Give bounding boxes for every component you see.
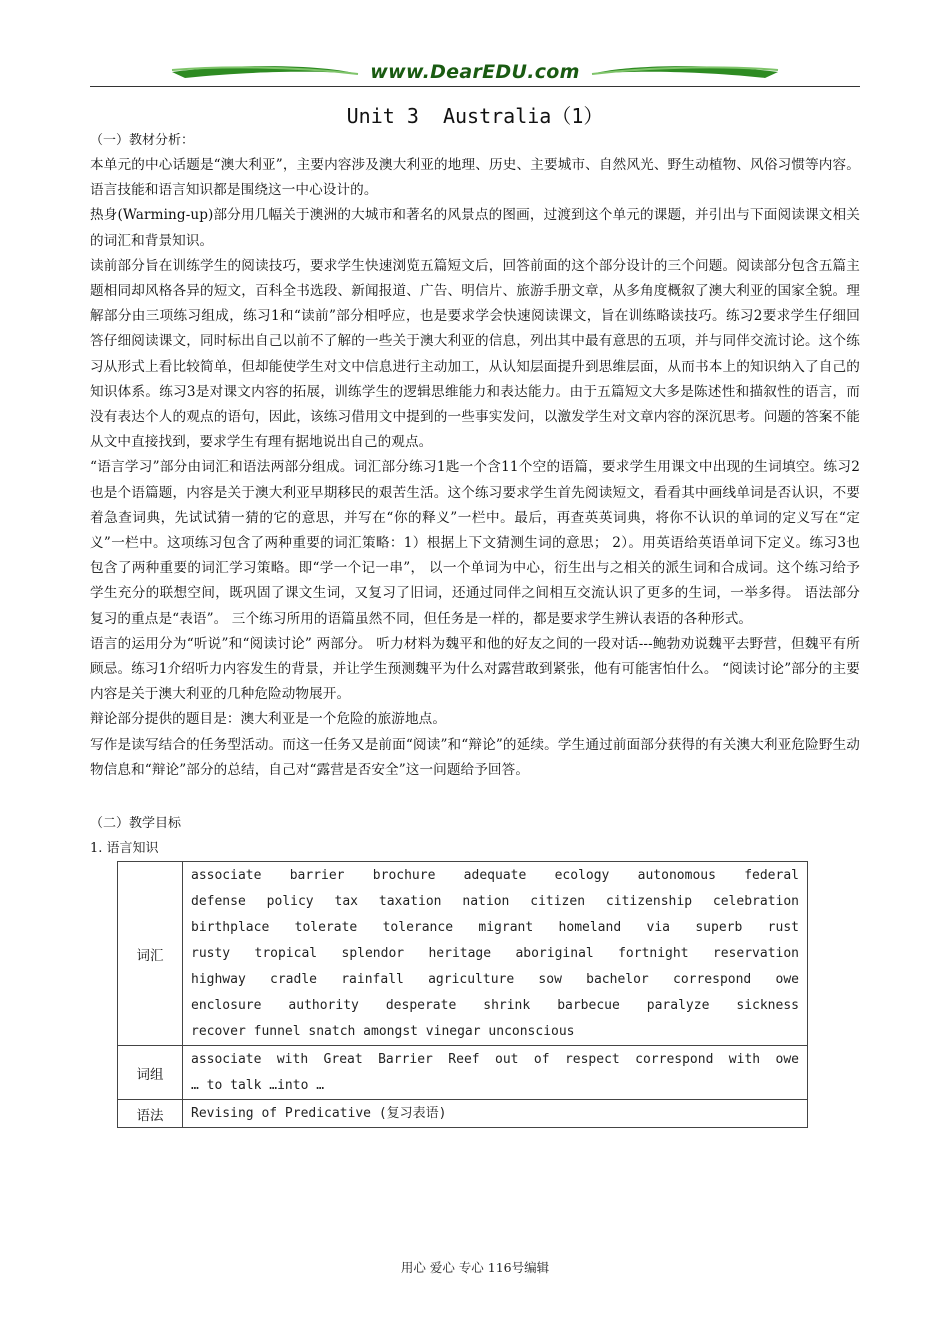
vocab-line: defense policy tax taxation nation citizen citizenship celebration: [191, 894, 799, 910]
vocab-line: recover funnel snatch amongst vinegar unconscious: [191, 1024, 575, 1040]
vocab-line: birthplace tolerate tolerance migrant homeland via superb rust: [191, 920, 799, 936]
phrase-line: associate with Great Barrier Reef out of respect correspond with owe: [191, 1052, 799, 1068]
vocabulary-table: [117, 861, 808, 1128]
document-body: [90, 128, 860, 1128]
grammar-line: Revising of Predicative (复习表语): [191, 1106, 447, 1122]
paragraph: 读前部分旨在训练学生的阅读技巧，要求学生快速浏览五篇短文后，回答前面的这个部分设计的三个问题。阅读部分包含五篇主题相同却风格各异的短文，百科全书选段、新闻报道、广告、明信片、旅游手册文章，从多角度概叙了澳大利亚的国家全貌。理解部分由三项练习组成，练习1和“读前”部分相呼应，也是要求学会快速阅读课文，旨在训练略读技巧。练习2要求学生仔细回答仔细阅读课文，同时标出自己以前不了解的一些关于澳大利亚的信息，列出其中最有意思的五项，并与同伴交流讨论。这个练习从形式上看比较简单，但却能使学生对文中信息进行主动加工，从认知层面提升到思维层面，从而书本上的知识纳入了自己的知识体系。练习3是对课文内容的拓展，训练学生的逻辑思维能力和表达能力。由于五篇短文大多是陈述性和描叙性的语言，而没有表达个人的观点的语句，因此，该练习借用文中提到的一些事实发问，以激发学生对文章内容的深沉思考。问题的答案不能从文中直接找到，要求学生有理有据地说出自己的观点。: [90, 257, 860, 451]
page-footer: 用心 爱心 专心 116号编辑: [400, 1260, 550, 1275]
row-items: [183, 1100, 808, 1128]
table-row: [118, 1046, 808, 1100]
section-heading-analysis: （一）教材分析：: [90, 133, 195, 148]
paragraph: 辩论部分提供的题目是：澳大利亚是一个危险的旅游地点。: [90, 711, 447, 728]
row-items: [183, 1046, 808, 1100]
page-title: Unit 3 Australia（1）: [346, 104, 604, 128]
section-heading-objectives: （二）教学目标: [90, 816, 182, 832]
phrase-line: … to talk …into …: [191, 1078, 325, 1094]
vocab-line: associate barrier brochure adequate ecology autonomous federal: [191, 868, 799, 884]
subheading-language-knowledge: 1. 语言知识: [90, 841, 159, 857]
vocab-line: rusty tropical splendor heritage aboriginal fortnight reservation: [191, 946, 799, 962]
row-items: [183, 862, 808, 1046]
paragraph: 写作是读写结合的任务型活动。而这一任务又是前面“阅读”和“辩论”的延续。学生通过前面部分获得的有关澳大利亚危险野生动物信息和“辩论”部分的总结，自己对“露营是否安全”这一问题给予回答。: [90, 736, 860, 778]
vocab-line: highway cradle rainfall agriculture sow bachelor correspond owe: [191, 972, 799, 988]
row-category: 语法: [118, 1100, 183, 1128]
header-rule: [90, 86, 860, 87]
paragraph: “语言学习”部分由词汇和语法两部分组成。词汇部分练习1匙一个含11个空的语篇，要求学生用课文中出现的生词填空。练习2也是个语篇题，内容是关于澳大利亚早期移民的艰苦生活。这个练习要求学生首先阅读短文，看看其中画线单词是否认识，不要着急查词典，先试试猜一猜的它的意思，并写在“你的释义”一栏中。最后，再查英英词典，将你不认识的单词的定义写在“定义”一栏中。这项练习包含了两种重要的词汇策略：1）根据上下文猜测生词的意思； 2）。用英语给英语单词下定义。练习3也包含了两种重要的词汇学习策略。即“学一个记一串”， 以一个单词为中心，衍生出与之相关的派生词和合成词。这个练习给予学生充分的联想空间，既巩固了课文生词，又复习了旧词，还通过同伴之间相互交流认识了更多的生词，一举多得。 语法部分复习的重点是“表语”。 三个练习所用的语篇虽然不同，但任务是一样的，都是要求学生辨认表语的各种形式。: [90, 459, 860, 627]
vocab-line: enclosure authority desperate shrink barbecue paralyze sickness: [191, 998, 799, 1014]
table-row: [118, 1100, 808, 1128]
paragraph: 本单元的中心话题是“澳大利亚”，主要内容涉及澳大利亚的地理、历史、主要城市、自然风光、野生动植物、风俗习惯等内容。语言技能和语言知识都是围绕这一中心设计的。: [90, 157, 860, 199]
paragraph: 热身(Warming-up)部分用几幅关于澳洲的大城市和著名的风景点的图画，过渡到这个单元的课题，并引出与下面阅读课文相关的词汇和背景知识。: [90, 207, 860, 249]
table-row: [118, 862, 808, 1046]
paragraph: 语言的运用分为“听说”和“阅读讨论” 两部分。 听力材料为魏平和他的好友之间的一段对话---鲍勃劝说魏平去野营，但魏平有所顾忌。练习1介绍听力内容发生的背景，并让学生预测魏平为什么对露营敢到紧张，他有可能害怕什么。 “阅读讨论”部分的主要内容是关于澳大利亚的几种危险动物展开。: [90, 635, 860, 703]
site-url: www.DearEDU.com: [370, 61, 580, 83]
spacer: [90, 783, 860, 811]
row-category: 词组: [118, 1046, 183, 1100]
row-category: 词汇: [118, 862, 183, 1046]
